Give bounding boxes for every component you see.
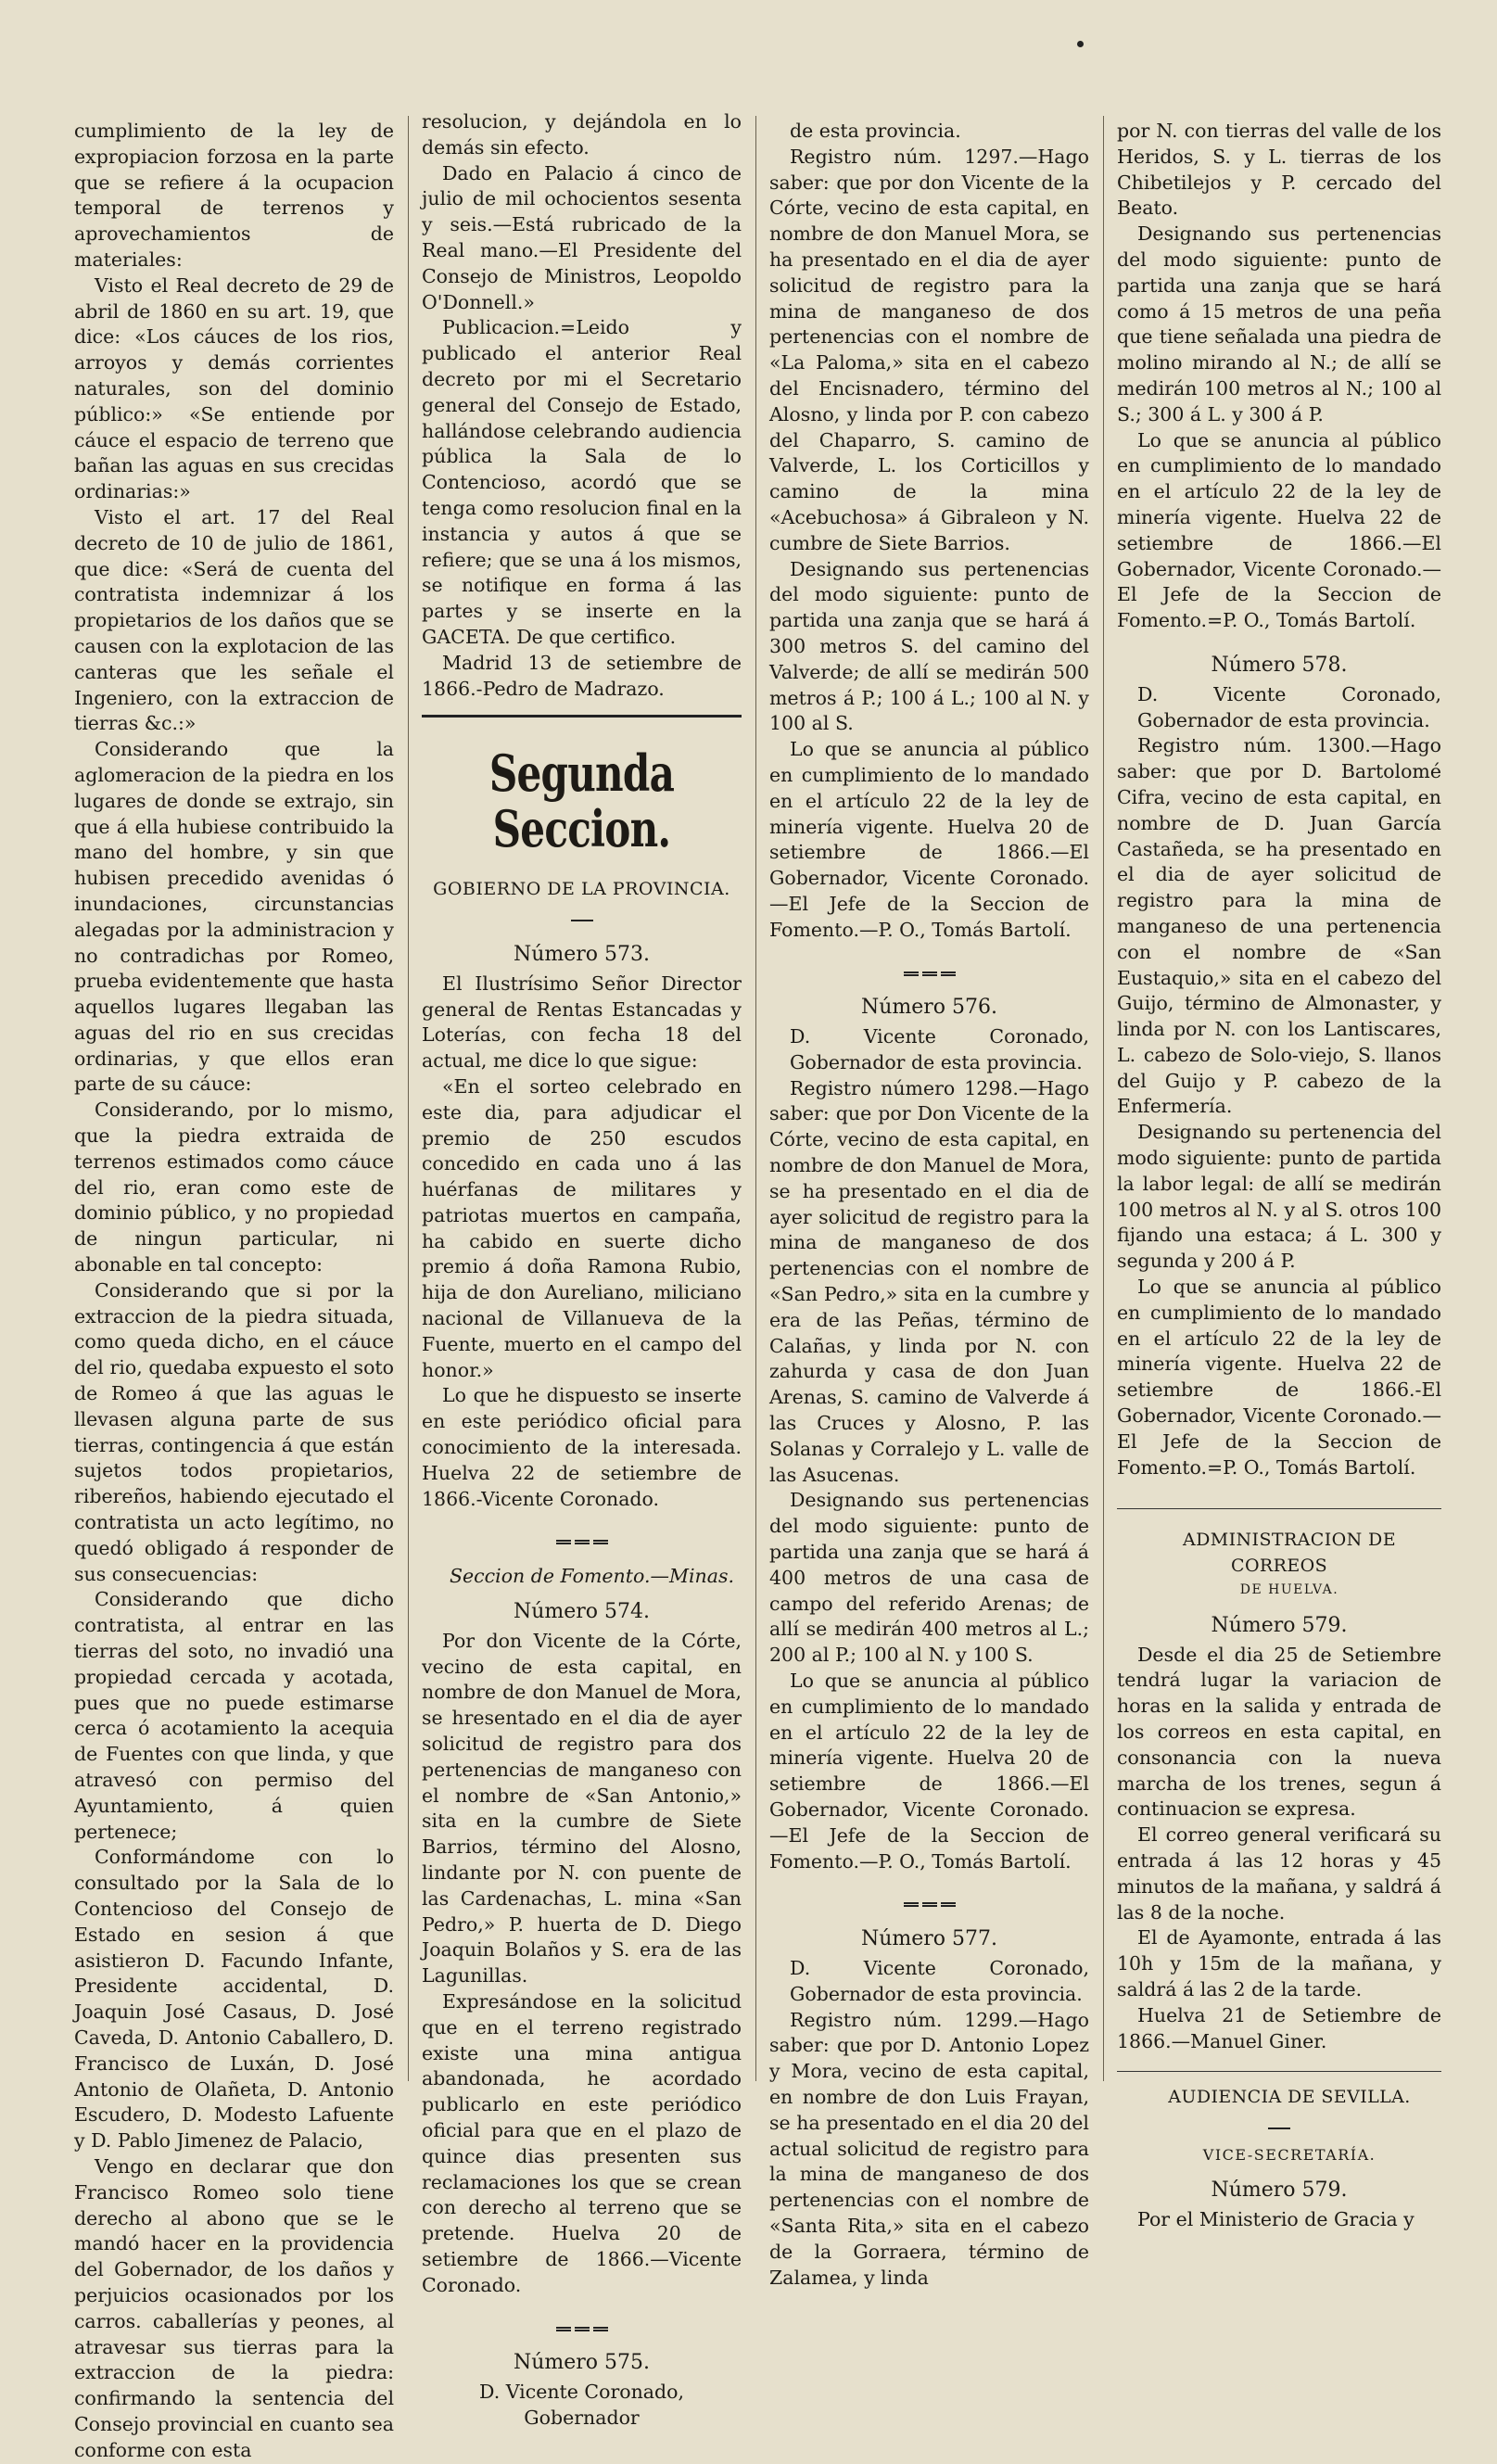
paragraph: El de Ayamonte, entrada á las 10h y 15m de la mañana, y saldrá á las 2 de la tarde. xyxy=(1117,1926,1441,2000)
paragraph: Dado en Palacio á cinco de julio de mil ochocientos sesenta y seis.—Está rubricado de la Real mano.—El Presidente del Consejo de Ministros, Leopoldo O'Donnell.» xyxy=(422,161,742,313)
column-rule xyxy=(408,116,409,2081)
post-office-heading: ADMINISTRACION DE CORREOS xyxy=(1183,1530,1396,1577)
paragraph: El correo general verificará su entrada á las 12 horas y 45 minutos de la mañana, y saldrá á las 8 de la noche. xyxy=(1117,1823,1441,1924)
post-office-subheading: DE HUELVA. xyxy=(1239,1582,1339,1598)
paragraph: Considerando que si por la extraccion de la piedra situada, como queda dicho, en el cáuce del rio, quedaba expuesto el soto de Romeo á que las aguas le llevasen alguna parte de sus tierras, contingencia á que están sujetos todos propietarios, ribereños, habiendo ejecutado el contratista un acto legítimo, no quedó obligado á responder de sus consecuencias: xyxy=(74,1278,394,1585)
notice-number: Número 579. xyxy=(1211,2178,1348,2202)
paragraph: Lo que se anuncia al público en cumplimiento de lo mandado en el artículo 22 de la ley de minería vigente. Huelva 22 de setiembre de 1866.-El Gobernador, Vicente Coronado.—El Jefe de la Seccion de Fomento.=P. O., Tomás Bartolí. xyxy=(1117,1276,1441,1479)
paragraph: Registro núm. 1299.—Hago saber: que por D. Antonio Lopez y Mora, vecino de esta capital, en nombre de don Luis Frayan, se ha presentado en el dia 20 del actual solicitud de registro para la mina de manganeso de dos pertenencias con el nombre de «Santa Rita,» sita en el cabezo de la Gorraera, término de Zalamea, y linda xyxy=(769,2008,1089,2289)
dash-divider xyxy=(1117,2115,1441,2140)
paragraph: cumplimiento de la ley de expropiacion forzosa en la parte que se refiere á la ocupacion temporal de terrenos y aprovechamientos de materiales: xyxy=(74,120,394,271)
triple-dash-divider xyxy=(422,1529,742,1555)
paragraph: Por el Ministerio de Gracia y xyxy=(1137,2207,1415,2230)
paragraph: Visto el Real decreto de 29 de abril de 1860 en su art. 19, que dice: «Los cáuces de los rios, arroyos y demás corrientes naturales, son del dominio público:» «Se entiende por cáuce el espacio de terreno que bañan las aguas en sus crecidas ordinarias:» xyxy=(74,273,394,503)
paragraph: Lo que se anuncia al público en cumplimiento de lo mandado en el artículo 22 de la ley de minería vigente. Huelva 22 de setiembre de 1866.—El Gobernador, Vicente Coronado.—El Jefe de la Seccion de Fomento.=P. O., Tomás Bartolí. xyxy=(1117,428,1441,632)
paragraph: Expresándose en la solicitud que en el terreno registrado existe una mina antigua abandonada, he acordado publicarlo en este periódico oficial para que en el plazo de quince dias presenten sus reclamaciones los que se crean con derecho al terreno que se pretende. Huelva 20 de setiembre de 1866.—Vicente Coronado. xyxy=(422,1990,742,2296)
court-subheading: VICE-SECRETARÍA. xyxy=(1202,2145,1376,2164)
column-2 xyxy=(422,109,742,2432)
paragraph: Designando sus pertenencias del modo siguiente: punto de partida una zanja que se hará á 400 metros de una casa de campo del referido Arenas; de allí se medirán 400 metros al L.; 200 al P.; 100 al N. y 100 S. xyxy=(769,1489,1089,1667)
notice-heading: D. Vicente Coronado, Gobernador de esta provincia. xyxy=(1137,682,1441,731)
section-rule xyxy=(1117,2071,1441,2072)
column-4 xyxy=(1117,119,1441,2232)
dash-divider xyxy=(422,907,742,933)
notice-heading: de esta provincia. xyxy=(790,120,961,142)
paragraph: Designando su pertenencia del modo siguiente: punto de partida la labor legal: de allí se medirán 100 metros al N. y al S. otros 100 fijando una estaca; á L. 300 y segunda y 200 á P. xyxy=(1117,1121,1441,1273)
paragraph: Designando sus pertenencias del modo siguiente: punto de partida una zanja que se hará á 300 metros S. del camino del Valverde; de allí se medirán 500 metros á P.; 100 á L.; 100 al N. y 100 al S. xyxy=(769,557,1089,735)
paragraph: Por don Vicente de la Córte, vecino de esta capital, en nombre de don Manuel de Mora, se hresentado en el dia de ayer solicitud de registro para dos pertenencias de manganeso con el nombre de «San Antonio,» sita en la cumbre de Siete Barrios, término del Alosno, lindante por N. con puente de las Cardenachas, L. mina «San Pedro,» P. huerta de D. Diego Joaquin Bolaños y S. era de las Lagunillas. xyxy=(422,1629,742,1988)
paragraph: Huelva 21 de Setiembre de 1866.—Manuel Giner. xyxy=(1117,2003,1441,2052)
paragraph: Madrid 13 de setiembre de 1866.-Pedro de Madrazo. xyxy=(422,651,742,700)
column-1 xyxy=(74,119,394,2464)
paragraph: Considerando, por lo mismo, que la piedra extraida de terrenos estimados como cáuce del rio, eran como este de dominio público, y no propiedad de ningun particular, ni abonable en tal concepto: xyxy=(74,1099,394,1276)
triple-dash-divider xyxy=(769,960,1089,986)
paragraph: El Ilustrísimo Señor Director general de Rentas Estancadas y Loterías, con fecha 18 del actual, me dice lo que sigue: xyxy=(422,972,742,1073)
government-heading: GOBIERNO DE LA PROVINCIA. xyxy=(433,879,730,900)
section-title: Segunda Seccion. xyxy=(488,743,675,859)
paragraph: Visto el art. 17 del Real decreto de 10 de julio de 1861, que dice: «Será de cuenta del contratista indemnizar á los propietarios de los daños que se causen con la explotacion de las canteras que les señale el Ingeniero, con la extraccion de tierras &c.:» xyxy=(74,505,394,735)
section-subheading: Seccion de Fomento.—Minas. xyxy=(450,1565,734,1588)
paragraph: Lo que se anuncia al público en cumplimiento de lo mandado en el artículo 22 de la ley de minería vigente. Huelva 20 de setiembre de 1866.—El Gobernador, Vicente Coronado.—El Jefe de la Seccion de Fomento.—P. O., Tomás Bartolí. xyxy=(769,738,1089,941)
column-3 xyxy=(769,119,1089,2291)
notice-number: Número 579. xyxy=(1211,1613,1348,1637)
column-rule xyxy=(755,116,756,2081)
section-rule xyxy=(1117,1508,1441,1509)
notice-number: Número 574. xyxy=(513,1600,651,1624)
section-rule xyxy=(422,715,742,718)
paragraph: Lo que se anuncia al público en cumplimiento de lo mandado en el artículo 22 de la ley de minería vigente. Huelva 20 de setiembre de 1866.—El Gobernador, Vicente Coronado.—El Jefe de la Seccion de Fomento.—P. O., Tomás Bartolí. xyxy=(769,1670,1089,1873)
triple-dash-divider xyxy=(422,2316,742,2342)
paragraph: Publicacion.=Leido y publicado el anterior Real decreto por mi el Secretario general del Consejo de Estado, hallándose celebrando audiencia pública la Sala de lo Contencioso, acordó que se tenga como resolucion final en la instancia y autos á que se refiere; que se una á los mismos, se notifique en forma á las partes y se inserte en la GACETA. De que certifico. xyxy=(422,316,742,648)
paragraph: «En el sorteo celebrado en este dia, para adjudicar el premio de 250 escudos concedido en cada uno á las huérfanas de militares y patriotas muertos en campaña, ha cabido en suerte dicho premio á doña Ramona Rubio, hija de don Aureliano, miliciano nacional de Villanueva de la Fuente, muerto en el campo del honor.» xyxy=(422,1074,742,1381)
paragraph: Registro número 1298.—Hago saber: que por Don Vicente de la Córte, vecino de esta capital, en nombre de don Manuel de Mora, se ha presentado en el dia de ayer solicitud de registro para la mina de manganeso de dos pertenencias con el nombre de «San Pedro,» sita en la cumbre y era de las Peñas, término de Calañas, y linda por N. con zahurda y casa de don Juan Arenas, S. camino de Valverde á las Cruces y Alosno, P. las Solanas y Corralejo y L. valle de las Asucenas. xyxy=(769,1076,1089,1486)
printer-dot xyxy=(1077,41,1084,47)
notice-number: Número 573. xyxy=(513,942,651,966)
court-heading: AUDIENCIA DE SEVILLA. xyxy=(1168,2087,1411,2108)
paragraph: Registro núm. 1300.—Hago saber: que por D. Bartolomé Cifra, vecino de esta capital, en nombre de D. Juan García Castañeda, se ha presentado en el dia de ayer solicitud de registro para la mina de manganeso de una pertenencia con el nombre de «San Eustaquio,» sita en el cabezo del Guijo, término de Almonaster, y linda por N. con los Lantiscares, L. cabezo de Solo-viejo, S. llanos del Guijo y P. cabezo de la Enfermería. xyxy=(1117,734,1441,1118)
notice-number: Número 578. xyxy=(1211,653,1348,677)
triple-dash-divider xyxy=(769,1891,1089,1917)
notice-heading: D. Vicente Coronado, Gobernador xyxy=(478,2381,684,2429)
paragraph: Considerando que la aglomeracion de la piedra en los lugares de donde se extrajo, sin que á ella hubiese contribuido la mano del hombre, y sin que hubisen precedido avenidas ó inundaciones, circunstancias alegadas por la administracion y no contradichas por Romeo, prueba evidentemente que hasta aquellos lugares llegaban las aguas del rio en sus crecidas ordinarias, y que ellos eran parte de su cáuce: xyxy=(74,738,394,1096)
paragraph: por N. con tierras del valle de los Heridos, S. y L. tierras de los Chibetilejos y P. cercado del Beato. xyxy=(1117,120,1441,220)
paragraph: Considerando que dicho contratista, al entrar en las tierras del soto, no invadió una propiedad cercada y acotada, pues que no puede estimarse cerca ó acotamiento la acequia de Fuentes con que linda, y que atravesó con permiso del Ayuntamiento, á quien pertenece; xyxy=(74,1588,394,1843)
notice-number: Número 576. xyxy=(860,996,998,1020)
paragraph: Vengo en declarar que don Francisco Romeo solo tiene derecho al abono que se le mandó hacer en la providencia del Gobernador, de los daños y perjuicios ocasionados por los carros. caballerías y peones, al atravesar sus tierras para la extraccion de la piedra: confirmando la sentencia del Consejo provincial en cuanto sea conforme con esta xyxy=(74,2154,394,2461)
notice-number: Número 575. xyxy=(513,2351,651,2375)
paragraph: resolucion, y dejándola en lo demás sin efecto. xyxy=(422,110,742,159)
paragraph: Registro núm. 1297.—Hago saber: que por don Vicente de la Córte, vecino de esta capital, en nombre de don Manuel Mora, se ha presentado en el dia de ayer solicitud de registro para la mina de manganeso de dos pertenencias con el nombre de «La Paloma,» sita en el cabezo del Encisnadero, término del Alosno, y linda por P. con cabezo del Chaparro, S. camino de Valverde, L. los Corticillos y camino de la mina «Acebuchosa» á Gibraleon y N. cumbre de Siete Barrios. xyxy=(769,145,1089,554)
paragraph: Designando sus pertenencias del modo siguiente: punto de partida una zanja que se hará como á 15 metros de una peña que tiene señalada una piedra de molino mirando al N.; de allí se medirán 100 metros al N.; 100 al S.; 300 á L. y 300 á P. xyxy=(1117,222,1441,425)
notice-number: Número 577. xyxy=(860,1927,998,1951)
column-rule xyxy=(1103,116,1104,2081)
notice-heading: D. Vicente Coronado, Gobernador de esta provincia. xyxy=(790,1025,1089,1073)
paragraph: Lo que he dispuesto se inserte en este periódico oficial para conocimiento de la interesada. Huelva 22 de setiembre de 1866.-Vicente Coronado. xyxy=(422,1384,742,1510)
notice-heading: D. Vicente Coronado, Gobernador de esta provincia. xyxy=(790,1956,1089,2005)
paragraph: Conformándome con lo consultado por la Sala de lo Contencioso del Consejo de Estado en sesion á que asistieron D. Facundo Infante, Presidente accidental, D. Joaquin José Casaus, D. José Caveda, D. Antonio Caballero, D. Francisco de Luxán, D. José Antonio de Olañeta, D. Antonio Escudero, D. Modesto Lafuente y D. Pablo Jimenez de Palacio, xyxy=(74,1846,394,2153)
paragraph: Desde el dia 25 de Setiembre tendrá lugar la variacion de horas en la salida y entrada de los correos en esta capital, en consonancia con la nueva marcha de los trenes, segun á continuacion se expresa. xyxy=(1117,1643,1441,1821)
